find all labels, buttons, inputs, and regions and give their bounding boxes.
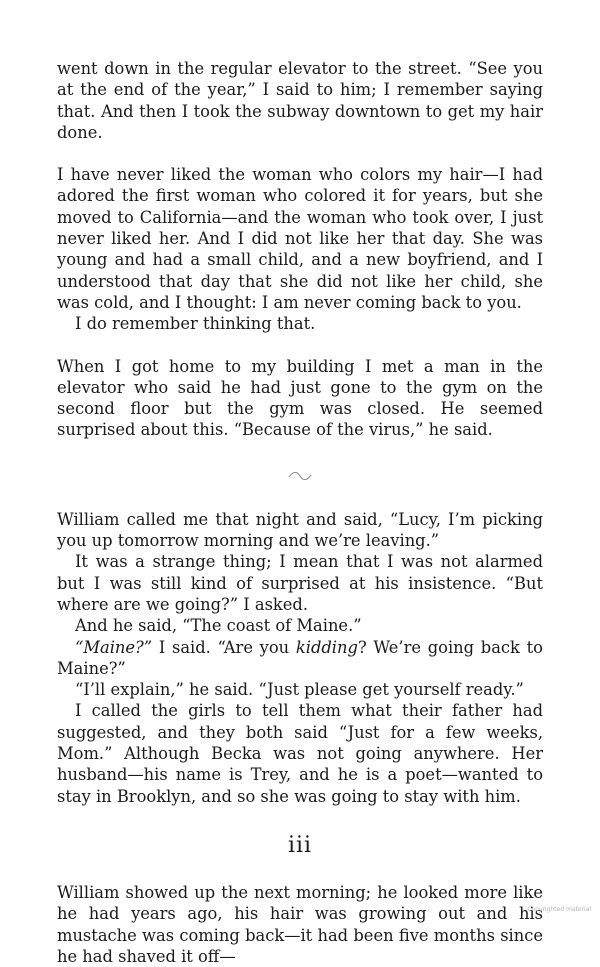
text-run: I said. “Are you — [152, 637, 296, 657]
paragraph: William showed up the next morning; he looked more like he had years ago, his hair was growing out and his mustache was coming back—it had been five months since he had shaved it off— — [57, 882, 543, 966]
tilde-ornament-icon — [57, 464, 543, 488]
paragraph: went down in the regular elevator to the street. “See you at the end of the year,” I said to him; I remember saying that. And then I took the subway downtown to get my hair done. — [57, 59, 543, 142]
paragraph: When I got home to my building I met a man in the elevator who said he had just gone to the gym on the second floor but the gym was closed. He seemed surprised about this. “Because of the virus,” he said. — [57, 356, 543, 440]
paragraph: “I’ll explain,” he said. “Just please get yourself ready.” — [75, 680, 524, 700]
book-page — [57, 58, 543, 967]
paragraph: William called me that night and said, “Lucy, I’m picking you up tomorrow morning and we’re leaving.” — [57, 509, 543, 551]
paragraph — [57, 637, 543, 680]
italic-word: “Maine?” — [75, 637, 153, 657]
paragraph: I have never liked the woman who colors my hair—I had adored the first woman who colored it for years, but she moved to California—and the woman who took over, I just never liked her. And I did not like her that day. She was young and had a small child, and a new boyfriend, and I understood that day that she did not like her child, she was cold, and I thought: I am never coming back to you. — [57, 165, 543, 312]
paragraph: It was a strange thing; I mean that I was not alarmed but I was still kind of surprised at his insistence. “But where are we going?” I asked. — [57, 552, 543, 614]
section-number: iii — [287, 832, 313, 858]
paragraph: I called the girls to tell them what their father had suggested, and they both said “Just for a few weeks, Mom.” Although Becka was not going anywhere. Her husband—his name is Trey, and he is a poet—wanted to stay in Brooklyn, and so she was going to stay with him. — [57, 701, 543, 806]
paragraph: And he said, “The coast of Maine.” — [75, 616, 362, 636]
paragraph: I do remember thinking that. — [75, 314, 316, 334]
italic-word: kidding — [295, 637, 358, 657]
text-run: ? We’re going back to Maine?” — [57, 637, 543, 678]
copyright-watermark: Copyrighted material — [527, 906, 591, 913]
